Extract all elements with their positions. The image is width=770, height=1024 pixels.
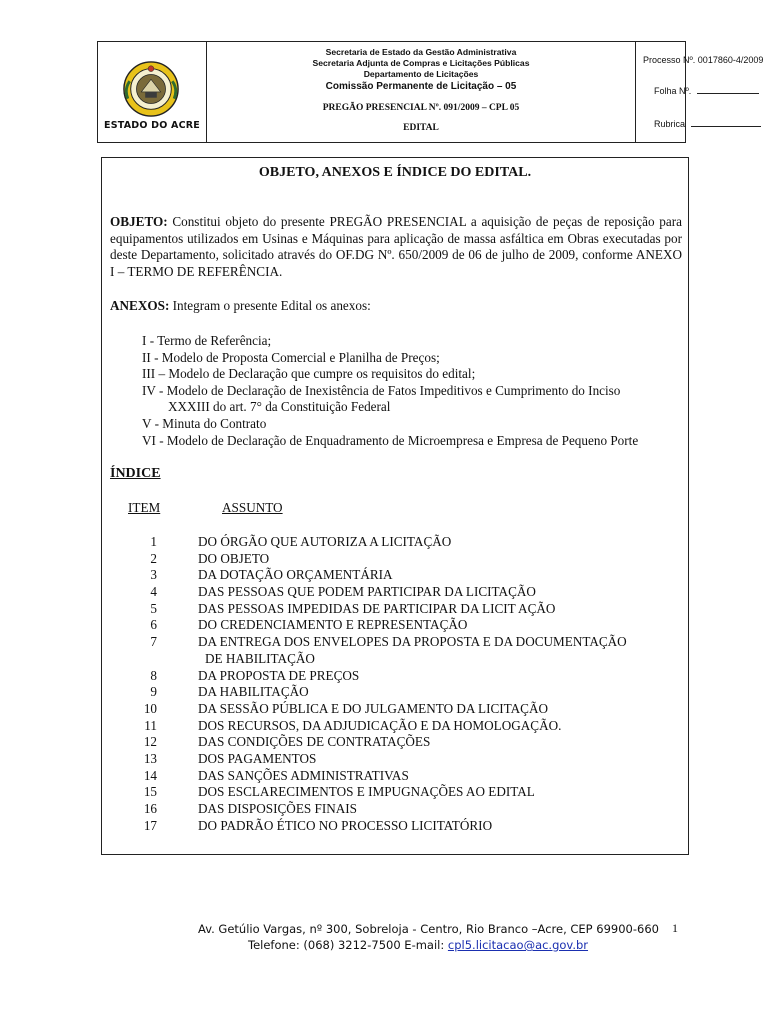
index-row bbox=[102, 684, 688, 701]
annex-item: VI - Modelo de Declaração de Enquadramento de Microempresa e Empresa de Pequeno Porte bbox=[142, 432, 639, 448]
index-item-subject: DAS PESSOAS IMPEDIDAS DE PARTICIPAR DA LICIT AÇÃO bbox=[198, 600, 556, 616]
rubrica-label: Rubrica bbox=[654, 119, 686, 129]
index-item-subject: DA HABILITAÇÃO bbox=[198, 684, 309, 700]
header-line-pregao: PREGÃO PRESENCIAL Nº. 091/2009 – CPL 05 bbox=[322, 103, 520, 113]
index-item-subject: DAS CONDIÇÕES DE CONTRATAÇÕES bbox=[198, 734, 431, 750]
document-header bbox=[97, 41, 764, 143]
header-line-edital: EDITAL bbox=[403, 123, 439, 133]
footer-phone: Telefone: (068) 3212-7500 E-mail: bbox=[248, 938, 448, 952]
index-item-number: 3 bbox=[150, 567, 157, 583]
index-item-number: 11 bbox=[144, 717, 157, 733]
index-item-subject: DO ÓRGÃO QUE AUTORIZA A LICITAÇÃO bbox=[198, 534, 452, 549]
index-row bbox=[102, 668, 688, 685]
objeto-text: Constitui objeto do presente PREGÃO PRESENCIAL a aquisição de peças de reposição para equipamentos utilizados em Usinas e Máquinas para aplicação de massa asfáltica em Obras executadas por deste Departamento, solicitado através do OF.DG Nº. 650/2009 de 06 de julho de 2009, conforme ANEXO I – TERMO DE REFERÊNCIA. bbox=[110, 214, 682, 279]
index-row bbox=[102, 701, 688, 718]
annex-list bbox=[142, 333, 687, 449]
index-item-number: 1 bbox=[150, 534, 157, 549]
annex-item: I - Termo de Referência; bbox=[142, 333, 272, 348]
logo-cell bbox=[98, 42, 207, 142]
index-item-subject: DOS RECURSOS, DA ADJUDICAÇÃO E DA HOMOLOGAÇÃO. bbox=[198, 717, 562, 733]
index-item-number: 8 bbox=[150, 667, 157, 683]
index-item-subject: DAS DISPOSIÇÕES FINAIS bbox=[198, 801, 358, 816]
annex-item: III – Modelo de Declaração que cumpre os requisitos do edital; bbox=[142, 366, 476, 382]
index-row bbox=[102, 617, 688, 634]
index-item-number: 10 bbox=[143, 700, 157, 716]
index-row bbox=[102, 801, 688, 818]
index-row bbox=[102, 718, 688, 735]
folha-field bbox=[654, 86, 759, 96]
header-line-adjunta: Secretaria Adjunta de Compras e Licitações Públicas bbox=[312, 58, 530, 68]
index-row bbox=[102, 751, 688, 768]
index-item-subject: DE HABILITAÇÃO bbox=[205, 650, 315, 666]
footer-address: Av. Getúlio Vargas, nº 300, Sobreloja - Centro, Rio Branco –Acre, CEP 69900-660 bbox=[198, 922, 659, 936]
index-item-number: 4 bbox=[150, 584, 157, 600]
anexos-text: Integram o presente Edital os anexos: bbox=[169, 298, 371, 313]
index-row bbox=[102, 784, 688, 801]
annex-item: II - Modelo de Proposta Comercial e Planilha de Preços; bbox=[142, 349, 440, 365]
index-item-number: 5 bbox=[150, 600, 157, 616]
index-item-number: 15 bbox=[143, 784, 157, 800]
annex-item: V - Minuta do Contrato bbox=[142, 415, 267, 431]
index-item-number: 9 bbox=[150, 684, 157, 700]
index-row bbox=[102, 734, 688, 751]
index-item-number: 6 bbox=[150, 617, 157, 633]
rubrica-blank bbox=[691, 125, 761, 127]
index-item-number: 12 bbox=[143, 734, 157, 750]
folha-blank bbox=[697, 92, 759, 94]
objeto-label: OBJETO: bbox=[110, 214, 168, 229]
index-item-subject: DAS SANÇÕES ADMINISTRATIVAS bbox=[198, 767, 409, 783]
index-row bbox=[102, 534, 688, 551]
footer-contact bbox=[248, 938, 588, 952]
anexos-paragraph bbox=[110, 298, 682, 315]
header-line-secretaria: Secretaria de Estado da Gestão Administrativa bbox=[325, 47, 517, 57]
edital-content-box bbox=[101, 157, 689, 855]
index-item-number: 13 bbox=[143, 750, 157, 766]
index-row bbox=[102, 551, 688, 568]
annex-item: IV - Modelo de Declaração de Inexistência de Fatos Impeditivos e Cumprimento do Inciso bbox=[142, 382, 621, 398]
index-item-subject: DOS ESCLARECIMENTOS E IMPUGNAÇÕES AO EDITAL bbox=[198, 784, 535, 800]
index-item-subject: DA DOTAÇÃO ORÇAMENTÁRIA bbox=[198, 567, 393, 583]
index-row bbox=[102, 634, 688, 651]
index-table bbox=[102, 534, 688, 834]
col-header-item: ITEM bbox=[128, 500, 161, 515]
index-item-subject: DA SESSÃO PÚBLICA E DO JULGAMENTO DA LICITAÇÃO bbox=[198, 700, 549, 716]
index-item-number: 7 bbox=[150, 634, 157, 650]
index-item-subject: DOS PAGAMENTOS bbox=[198, 750, 317, 766]
index-row bbox=[102, 651, 688, 668]
index-item-number: 17 bbox=[143, 817, 157, 833]
index-item-subject: DA PROPOSTA DE PREÇOS bbox=[198, 667, 360, 683]
folha-label: Folha Nº. bbox=[654, 86, 692, 96]
footer-email-link[interactable]: cpl5.licitacao@ac.gov.br bbox=[447, 938, 589, 952]
annex-item-continuation: XXXIII do art. 7° da Constituição Federal bbox=[168, 399, 391, 415]
index-row bbox=[102, 818, 688, 835]
header-line-comissao: Comissão Permanente de Licitação – 05 bbox=[325, 81, 517, 92]
rubrica-field bbox=[654, 119, 761, 129]
page-number: 1 bbox=[672, 921, 678, 935]
index-item-subject: DO CREDENCIAMENTO E REPRESENTAÇÃO bbox=[198, 617, 468, 633]
index-row bbox=[102, 768, 688, 785]
processo-number: Processo Nº. 0017860-4/2009 bbox=[643, 55, 764, 65]
state-seal-icon bbox=[122, 60, 180, 118]
index-item-subject: DO OBJETO bbox=[198, 550, 270, 566]
estado-caption: ESTADO DO ACRE bbox=[104, 120, 200, 131]
header-process-cell bbox=[635, 42, 770, 142]
index-item-number: 16 bbox=[143, 801, 157, 816]
col-header-assunto: ASSUNTO bbox=[222, 500, 283, 515]
section-title: OBJETO, ANEXOS E ÍNDICE DO EDITAL. bbox=[258, 165, 532, 180]
index-row bbox=[102, 567, 688, 584]
index-item-subject: DAS PESSOAS QUE PODEM PARTICIPAR DA LICITAÇÃO bbox=[198, 584, 536, 600]
index-item-number: 2 bbox=[150, 550, 157, 566]
index-item-subject: DO PADRÃO ÉTICO NO PROCESSO LICITATÓRIO bbox=[198, 817, 493, 833]
anexos-label: ANEXOS: bbox=[110, 298, 170, 313]
index-item-number: 14 bbox=[143, 767, 157, 783]
objeto-paragraph bbox=[110, 214, 682, 280]
index-row bbox=[102, 601, 688, 618]
header-titles bbox=[207, 42, 635, 142]
index-item-subject: DA ENTREGA DOS ENVELOPES DA PROPOSTA E DA DOCUMENTAÇÃO bbox=[198, 634, 627, 650]
indice-heading: ÍNDICE bbox=[110, 466, 161, 481]
index-row bbox=[102, 584, 688, 601]
header-line-departamento: Departamento de Licitações bbox=[363, 69, 479, 79]
